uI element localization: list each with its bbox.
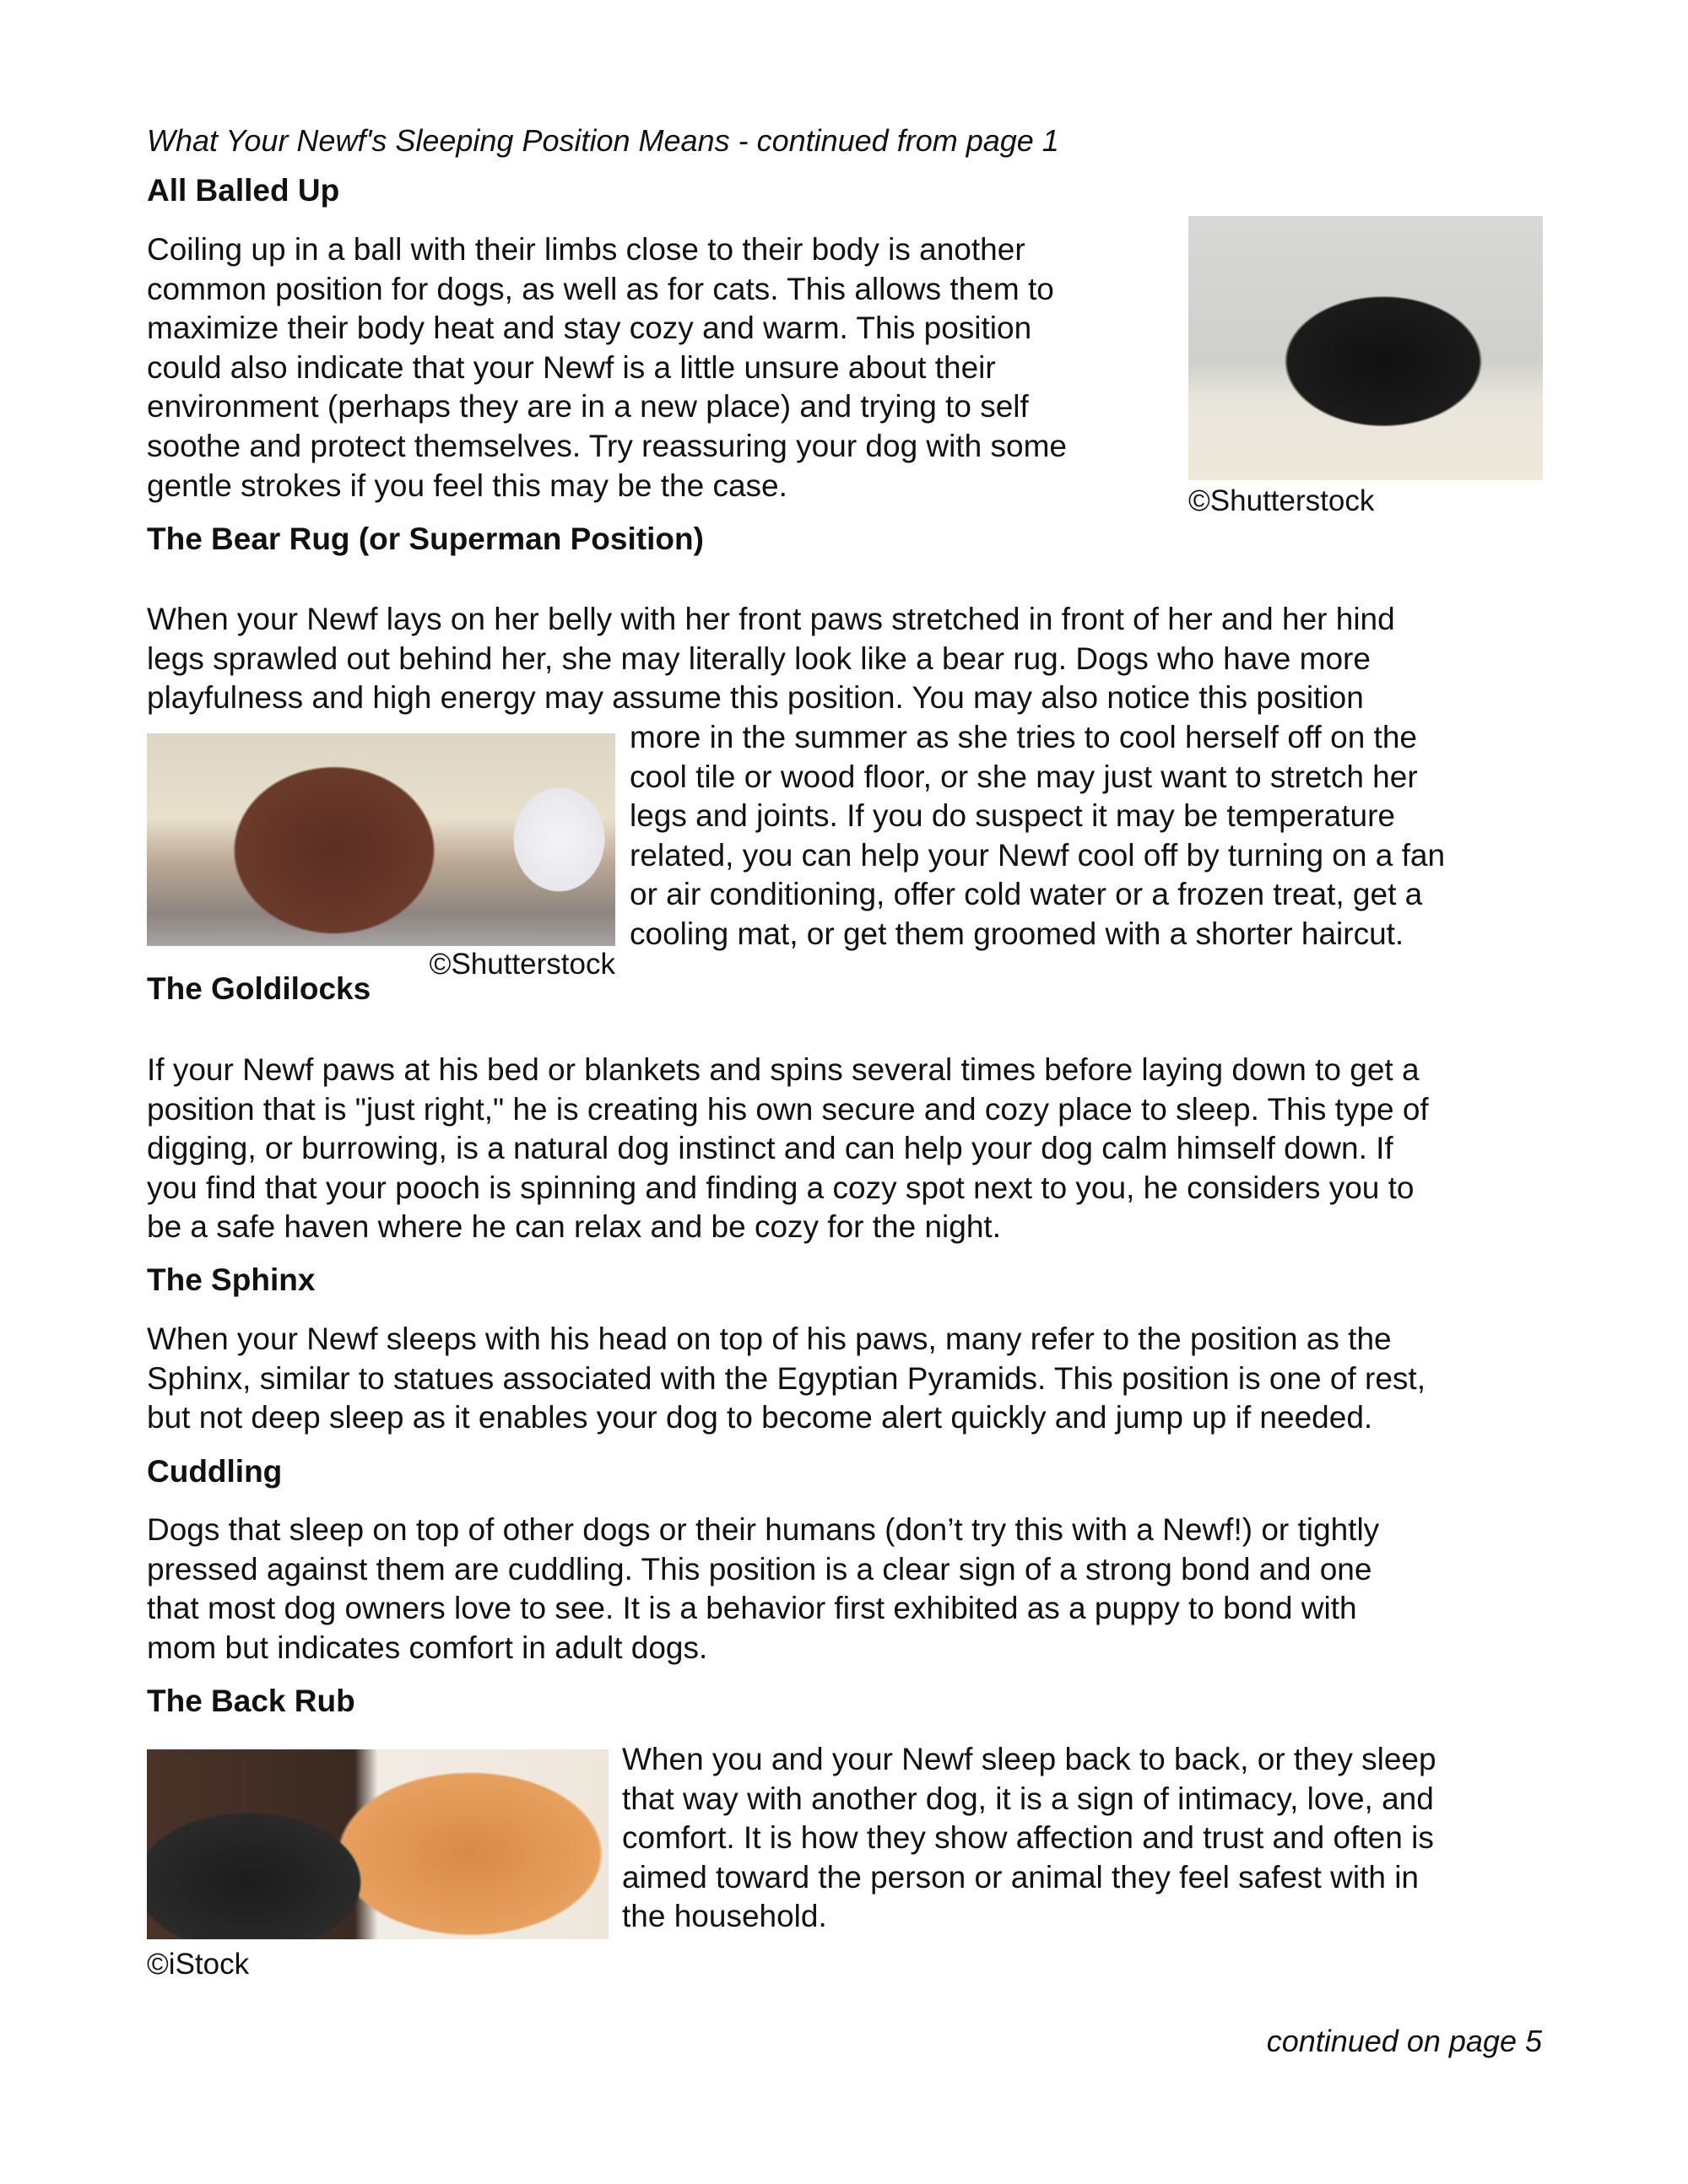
- paragraph-line: you find that your pooch is spinning and finding a cozy spot next to you, he considers you to: [147, 1170, 1415, 1205]
- paragraph-line: but not deep sleep as it enables your dog to become alert quickly and jump up if needed.: [147, 1400, 1373, 1435]
- heading-sphinx: The Sphinx: [147, 1262, 316, 1297]
- heading-back-rub: The Back Rub: [147, 1684, 355, 1718]
- paragraph-line: digging, or burrowing, is a natural dog instinct and can help your dog calm himself down. If: [147, 1131, 1393, 1166]
- paragraph-line: When your Newf lays on her belly with her front paws stretched in front of her and her hind: [147, 602, 1395, 636]
- heading-bear-rug: The Bear Rug (or Superman Position): [147, 522, 704, 556]
- paragraph-line: common position for dogs, as well as for cats. This allows them to: [147, 271, 1054, 306]
- heading-goldilocks: The Goldilocks: [147, 971, 371, 1006]
- paragraph-bear-rug-wrapped: [630, 718, 1445, 954]
- photo-credit: ©iStock: [147, 1948, 250, 1981]
- paragraph-all-balled-up: [147, 230, 1067, 505]
- paragraph-line: more in the summer as she tries to cool herself off on the: [630, 720, 1417, 754]
- photo-black-newf-sleeping: [1188, 216, 1543, 480]
- paragraph-line: soothe and protect themselves. Try reassuring your dog with some: [147, 428, 1067, 463]
- paragraph-line: comfort. It is how they show affection and trust and often is: [622, 1820, 1434, 1856]
- photo-brown-newf-bear-rug: [147, 733, 615, 946]
- paragraph-bear-rug: [147, 600, 1395, 718]
- paragraph-line: mom but indicates comfort in adult dogs.: [147, 1630, 708, 1665]
- paragraph-line: related, you can help your Newf cool off by turning on a fan: [630, 837, 1446, 873]
- paragraph-cuddling: [147, 1511, 1379, 1668]
- paragraph-back-rub: [622, 1740, 1436, 1937]
- paragraph-line: could also indicate that your Newf is a little unsure about their: [147, 349, 996, 385]
- paragraph-line: playfulness and high energy may assume this position. You may also notice this position: [147, 680, 1364, 716]
- paragraph-line: legs sprawled out behind her, she may literally look like a bear rug. Dogs who have more: [147, 641, 1371, 676]
- paragraph-line: or air conditioning, offer cold water or a frozen treat, get a: [630, 877, 1423, 912]
- paragraph-line: position that is "just right," he is creating his own secure and cozy place to sleep. This type of: [147, 1091, 1429, 1127]
- paragraph-line: cooling mat, or get them groomed with a shorter haircut.: [630, 916, 1404, 951]
- paragraph-line: environment (perhaps they are in a new place) and trying to self: [147, 389, 1029, 424]
- heading-cuddling: Cuddling: [147, 1454, 283, 1489]
- paragraph-line: Coiling up in a ball with their limbs close to their body is another: [147, 232, 1025, 267]
- paragraph-line: Dogs that sleep on top of other dogs or their humans (don’t try this with a Newf!) or tightly: [147, 1512, 1380, 1547]
- photo-dogs-back-to-back: [147, 1749, 609, 1939]
- paragraph-line: legs and joints. If you do suspect it may be temperature: [630, 798, 1395, 834]
- paragraph-line: Sphinx, similar to statues associated with the Egyptian Pyramids. This position is one of rest,: [147, 1360, 1426, 1396]
- continued-on-page: continued on page 5: [1266, 2024, 1542, 2058]
- paragraph-line: that most dog owners love to see. It is a behavior first exhibited as a puppy to bond with: [147, 1591, 1357, 1626]
- paragraph-goldilocks: [147, 1051, 1429, 1247]
- paragraph-line: cool tile or wood floor, or she may just want to stretch her: [630, 759, 1418, 794]
- paragraph-line: maximize their body heat and stay cozy and warm. This position: [147, 311, 1032, 346]
- article-continuation-subtitle: What Your Newf's Sleeping Position Means - continued from page 1: [147, 123, 1059, 158]
- paragraph-line: If your Newf paws at his bed or blankets and spins several times before laying down to get a: [147, 1052, 1420, 1087]
- heading-all-balled-up: All Balled Up: [147, 173, 340, 208]
- paragraph-line: pressed against them are cuddling. This position is a clear sign of a strong bond and one: [147, 1551, 1372, 1587]
- photo-credit: ©Shutterstock: [1188, 484, 1375, 517]
- paragraph-line: be a safe haven where he can relax and be cozy for the night.: [147, 1209, 1001, 1245]
- photo-credit: ©Shutterstock: [429, 948, 615, 981]
- paragraph-line: the household.: [622, 1899, 827, 1934]
- paragraph-line: that way with another dog, it is a sign of intimacy, love, and: [622, 1781, 1434, 1816]
- paragraph-line: gentle strokes if you feel this may be the case.: [147, 468, 787, 503]
- paragraph-sphinx: [147, 1320, 1426, 1438]
- paragraph-line: When you and your Newf sleep back to back, or they sleep: [622, 1742, 1436, 1776]
- paragraph-line: When your Newf sleeps with his head on top of his paws, many refer to the position as the: [147, 1322, 1392, 1356]
- paragraph-line: aimed toward the person or animal they feel safest with in: [622, 1859, 1419, 1895]
